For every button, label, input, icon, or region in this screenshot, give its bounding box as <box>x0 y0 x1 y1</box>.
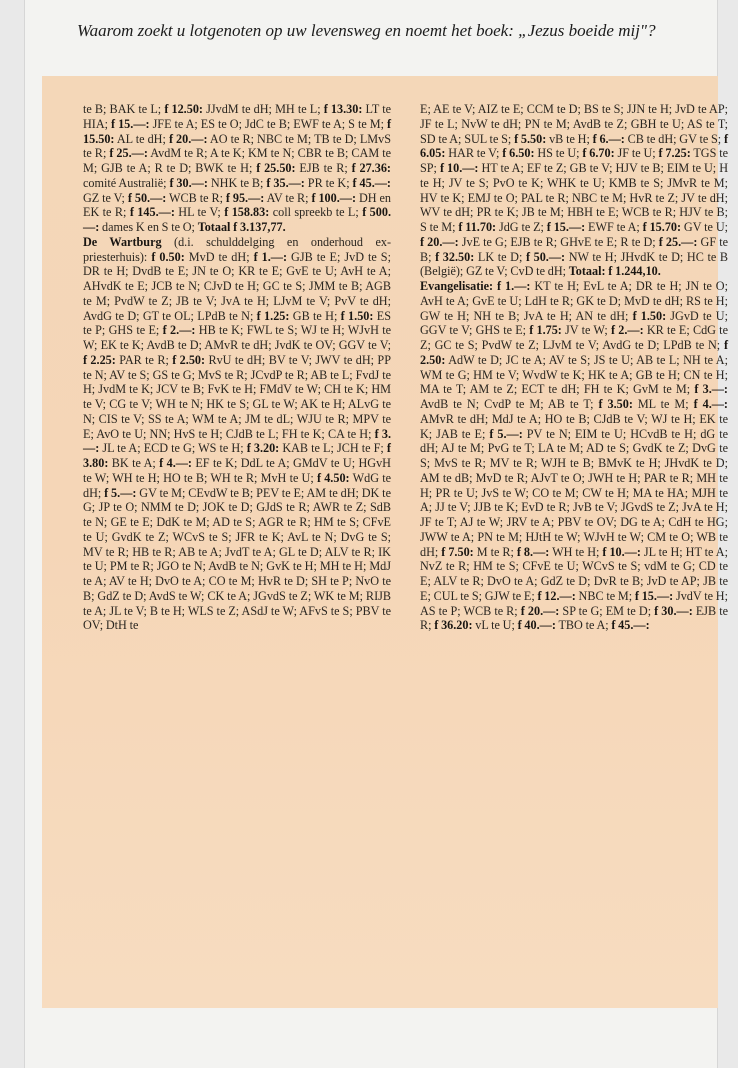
right-paragraph-2: Evangelisatie: f 1.—: KT te H; EvL te A; DR te H; JN te O; AvH te A; GvE te U; LdH te R; GK te D; MvD te dH; RS te H; GW te H; NH te B; JvA te H; AN te dH; f 1.50: JGvD te U; GGV te V; GHS te E; f 1.75: JV te W; f 2.—: KR te E; CdG te Z; GC te S; PvdW te Z; LJvM te V; AvdG te D; LPdB te N; f 2.50: AdW te D; JC te A; AV te S; JS te U; AB te L; NH te A; WM te G; HM te V; WvdW te K; HK te A; GB te H; CN te H; MA te T; AM te Z; ECT te dH; FH te K; GvM te M; f 3.—: AvdB te N; CvdP te M; AB te T; f 3.50: ML te M; f 4.—: AMvR te dH; MdJ te A; HO te B; CJdB te V; WJ te H; EK te K; JAB te E; f 5.—: PV te N; EIM te U; HCvdB te H; dG te dH; AJ te M; PvG te T; LA te M; AD te S; GvdK te Z; DvG te S; MvS te R; MV te R; WJH te B; BMvK te H; JHvdK te D; AM te dB; MvD te R; AJvT te O; JWH te H; PAR te R; MH te H; PR te U; JvS te W; CO te M; CW te H; MA te HA; MJH te A; JJ te V; JJB te K; EvD te R; JvB te V; JGvdS te Z; JvA te H; JF te T; AJ te W; JRV te A; PBV te OV; DG te A; CdH te HG; JWW te A; PN te M; HJtH te W; WJvH te W; CM te O; WB te dH; f 7.50: M te R; f 8.—: WH te H; f 10.—: JL te H; HT te A; NvZ te R; HM te S; CFvE te U; WCvS te S; vdM te G; CD te E; ALV te R; DvO te A; GdZ te D; DvR te B; JvD te AP; JB te E; CUL te S; GJW te E; f 12.—: NBC te M; f 15.—: JvdV te H; AS te P; WCB te R; f 20.—: SP te G; EM te D; f 30.—: EJB te R; f 36.20: vL te U; f 40.—: TBO te A; f 45.—: <box>420 279 728 633</box>
left-paragraph-2: De Wartburg (d.i. schulddelging en onderhoud ex-priesterhuis): f 0.50: MvD te dH; f 1.—: GJB te E; JvD te S; DR te H; DvdB te E; JN te O; KR te E; GvE te U; AvH te A; AHvdK te E; JCB te N; CJvD te H; GC te S; JMM te B; AGB te M; PvdW te Z; JB te V; JvA te H; LJvM te V; PvV te dH; AvdG te D; GT te OL; LPdB te N; f 1.25: GB te H; f 1.50: ES te P; GHS te E; f 2.—: HB te K; FWL te S; WJ te H; WJvH te W; EK te K; AvdB te D; AMvR te dH; JvdK te OV; GGV te V; f 2.25: PAR te R; f 2.50: RvU te dH; BV te V; JWV te dH; PP te N; AV te S; GS te G; MvS te R; JCvdP te R; AB te L; FvdJ te H; JvdM te K; JCV te B; FvK te H; FMdV te W; CH te K; HM te V; CG te V; WH te N; HK te S; GL te W; AK te H; ALvG te N; CIS te V; SS te A; WM te A; JM te dL; WJU te R; MPV te E; AvO te U; NN; HvS te H; CJdB te L; FH te K; CA te H; f 3.—: JL te A; ECD te G; WS te H; f 3.20: KAB te L; JCH te F; f 3.80: BK te A; f 4.—: EF te K; DdL te A; GMdV te U; HGvH te W; WH te H; HO te B; WH te R; MvH te U; f 4.50: WdG te dH; f 5.—: GV te M; CEvdW te B; PEV te E; AM te dH; DK te G; JP te O; NMM te D; JOK te D; GJdS te R; AWR te Z; SdB te N; GE te E; DdK te M; AD te S; AGR te R; HM te S; CFvE te U; GvdK te Z; WCvS te S; JFR te K; AvL te N; DvG te S; MV te R; HB te R; AB te A; JvdT te A; GL te D; ALV te R; IK te U; PM te R; JGO te N; AvdB te N; GvK te H; MH te H; MdJ te A; AV te H; DvO te A; CO te M; HvR te D; SH te P; NvO te B; GdZ te D; AvdS te W; CK te A; JGvdS te Z; WK te M; RIJB te A; JL te V; B te H; WLS te Z; ASdJ te W; AFvS te S; PBV te OV; DtH te <box>83 234 391 633</box>
advertisement-heading: Waarom zoekt u lotgenoten op uw levensweg en noemt het boek: „Jezus boeide mij"? <box>77 21 656 40</box>
right-column <box>420 102 728 633</box>
left-paragraph-1: te B; BAK te L; f 12.50: JJvdM te dH; MH te L; f 13.30: LT te HIA; f 15.—: JFE te A; ES te O; JdC te B; EWF te A; S te M; f 15.50: AL te dH; f 20.—: AO te R; NBC te M; TB te D; LMvS te R; f 25.—: AvdM te R; A te K; KM te N; CBR te B; CAM te M; GJB te A; R te D; BWK te H; f 25.50: EJB te R; f 27.36: comité Australië; f 30.—: NHK te B; f 35.—: PR te K; f 45.—: GZ te V; f 50.—: WCB te R; f 95.—: AV te R; f 100.—: DH en EK te R; f 145.—: HL te V; f 158.83: coll spreekb te L; f 500.—: dames K en S te O; Totaal f 3.137,77. <box>83 102 391 234</box>
right-paragraph-1: E; AE te V; AIZ te E; CCM te D; BS te S; JJN te H; JvD te AP; JF te L; NvW te dH; PN te M; AvdB te Z; GBH te U; AS te T; SD te A; SUL te S; f 5.50: vB te H; f 6.—: CB te dH; GV te S; f 6.05: HAR te V; f 6.50: HS te U; f 6.70: JF te U; f 7.25: TGS te SP; f 10.—: HT te A; EF te Z; GB te V; HJV te B; EIM te U; H te H; JV te S; PvO te K; WHK te U; KMB te S; JMvR te M; HV te K; EMJ te O; PAL te R; NBC te M; HvR te Z; JV te dH; WV te dH; PR te K; JB te M; HBH te E; WCB te R; HJV te B; S te M; f 11.70: JdG te Z; f 15.—: EWF te A; f 15.70: GV te U; f 20.—: JvE te G; EJB te R; GHvE te E; R te D; f 25.—: GF te B; f 32.50: LK te D; f 50.—: NW te H; JHvdK te D; HC te B (België); GZ te V; CvD te dH; Totaal: f 1.244,10. <box>420 102 729 279</box>
left-column <box>83 102 391 633</box>
